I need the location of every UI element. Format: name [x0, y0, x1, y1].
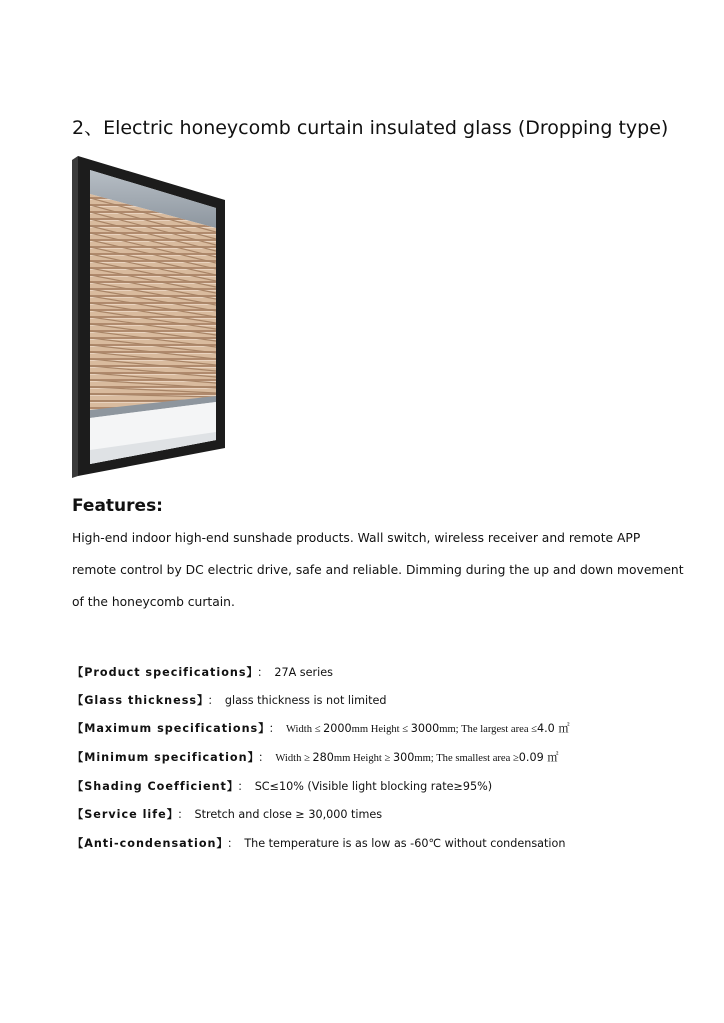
spec-service-life: [72, 806, 382, 824]
spec-key: 【Anti-condensation】: [72, 837, 224, 850]
spec-key: 【Shading Coefficient】: [72, 780, 234, 793]
spec-value-part: 300: [392, 751, 415, 764]
spec-value-part: 3000: [410, 722, 440, 735]
honeycomb-curtain-window-image: [72, 150, 232, 480]
spec-key: 【Service life】: [72, 808, 174, 821]
features-line-1: High-end indoor high-end sunshade products. Wall switch, wireless receiver and remote APP: [72, 531, 641, 545]
spec-colon: ：: [207, 694, 219, 707]
spec-value: The temperature is as low as -60℃ without condensation: [244, 837, 566, 850]
features-line-2: remote control by DC electric drive, safe and reliable. Dimming during the up and down movement: [72, 563, 684, 577]
spec-key: 【Product specifications】: [72, 666, 254, 679]
spec-value-part: Width ≥: [275, 753, 313, 764]
spec-maximum-specifications: [72, 720, 570, 739]
spec-colon: ：: [257, 666, 269, 679]
features-heading: Features:: [72, 496, 163, 516]
spec-glass-thickness: [72, 692, 387, 710]
spec-value: 27A series: [274, 666, 333, 679]
spec-colon: ：: [268, 722, 280, 735]
spec-product-specifications: [72, 664, 333, 682]
spec-value: Stretch and close ≥ 30,000 times: [194, 808, 383, 821]
spec-value-part: mm; The smallest area ≥: [414, 753, 519, 764]
spec-value-part: mm Height ≤: [351, 724, 411, 735]
spec-value-part: 280: [312, 751, 334, 764]
spec-colon: ：: [237, 780, 249, 793]
spec-colon: ：: [177, 808, 189, 821]
spec-value: glass thickness is not limited: [224, 694, 387, 707]
spec-key: 【Minimum specification】: [72, 751, 255, 764]
spec-colon: ：: [227, 837, 239, 850]
spec-value: SC≤10% (Visible light blocking rate≥95%): [254, 780, 493, 793]
spec-colon: ：: [258, 751, 270, 764]
spec-value-part: 0.09 ㎡: [518, 751, 559, 764]
spec-value-part: mm Height ≥: [333, 753, 393, 764]
spec-shading-coefficient: [72, 778, 492, 796]
spec-key: 【Glass thickness】: [72, 694, 204, 707]
spec-value-part: 2000: [323, 722, 352, 735]
spec-value-part: Width ≤: [285, 724, 324, 735]
section-title: 2、Electric honeycomb curtain insulated glass (Dropping type): [72, 117, 669, 139]
spec-value-part: 4.0 ㎡: [537, 722, 570, 735]
spec-value-part: mm; The largest area ≤: [439, 724, 537, 735]
spec-anti-condensation: [72, 835, 565, 853]
spec-minimum-specification: [72, 749, 558, 768]
spec-key: 【Maximum specifications】: [72, 722, 265, 735]
features-line-3: of the honeycomb curtain.: [72, 595, 235, 609]
